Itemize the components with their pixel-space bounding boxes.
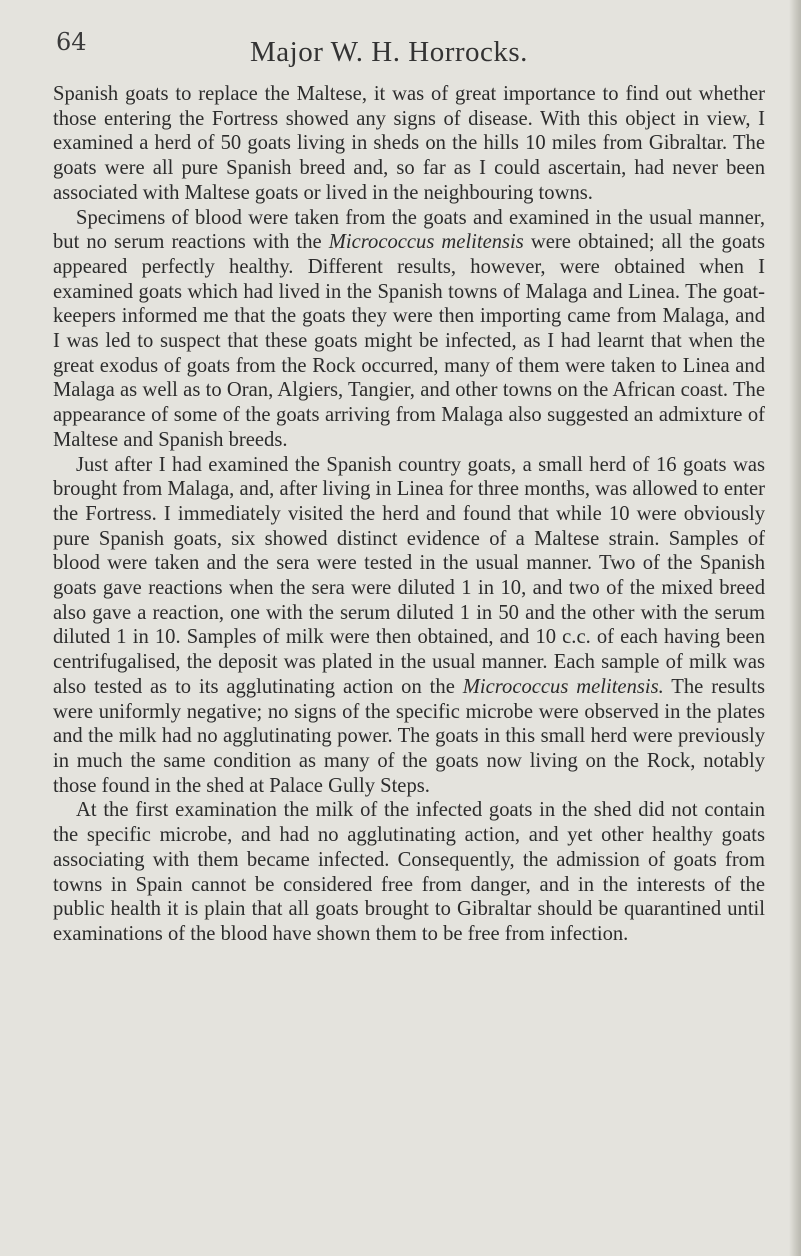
paragraph-4: At the first examination the milk of the infected goats in the shed did not contain the specific microbe, and had no agglutinating action, and yet other healthy goats associating with them became infected. Consequently, the admission of goats from towns in Spain cannot be considered free from danger, and in the interests of the public health it is plain that all goats brought to Gibraltar should be quarantined until examinations of the blood have shown them to be free from infection. <box>53 799 765 945</box>
paragraph-3-italic: Micrococcus melitensis. <box>462 675 664 698</box>
paragraph-1: Spanish goats to replace the Maltese, it was of great importance to find out whether those entering the Fortress showed any signs of disease. With this object in view, I examined a herd of 50 goats living in sheds on the hills 10 miles from Gibraltar. The goats were all pure Spanish breed and, so far as I could ascertain, had never been associated with Maltese goats or lived in the neighbouring towns. <box>53 83 765 204</box>
paragraph-2-italic: Micrococcus melitensis <box>328 231 524 254</box>
paragraph-3-text-b: The results were uniformly negative; no signs of the specific microbe were observed in the plates and the milk had no agglutinating power. The goats in this small herd were previously in much the same condition as many of the goats now living on the Rock, notably those found in the shed at Palace Gully Steps. <box>53 675 765 797</box>
page-header <box>0 28 801 72</box>
page-number: 64 <box>56 28 87 56</box>
body-text <box>53 82 765 947</box>
paragraph-3-text-a: Just after I had examined the Spanish country goats, a small herd of 16 goats was brought from Malaga, and, after living in Linea for three months, was allowed to enter the Fortress. I immediately visited the herd and found that while 10 were obviously pure Spanish goats, six showed distinct evidence of a Maltese strain. Samples of blood were taken and the sera were tested in the usual manner. Two of the Spanish goats gave reactions when the sera were diluted 1 in 10, and two of the mixed breed also gave a reaction, one with the serum diluted 1 in 50 and the other with the serum diluted 1 in 10. Samples of milk were then obtained, and 10 c.c. of each having been centrifugalised, the deposit was plated in the usual manner. Each sample of milk was also tested as to its agglutinating action on the <box>53 453 765 698</box>
running-head: Major W. H. Horrocks. <box>250 36 528 68</box>
page-edge-shadow <box>789 0 801 1256</box>
paragraph-2-text-a: Specimens of blood were taken from the goats and examined in the usual manner, but no serum reactions with the <box>53 206 765 254</box>
paragraph-2-text-b: were obtained; all the goats appeared perfectly healthy. Different results, however, were obtained when I examined goats which had lived in the Spanish towns of Malaga and Linea. The goat-keepers informed me that the goats they were then importing came from Malaga, and I was led to suspect that these goats might be infected, as I had learnt that when the great exodus of goats from the Rock occurred, many of them were taken to Linea and Malaga as well as to Oran, Algiers, Tangier, and other towns on the African coast. The appearance of some of the goats arriving from Malaga also suggested an admixture of Maltese and Spanish breeds. <box>53 231 765 451</box>
paragraph-2 <box>53 206 765 453</box>
paragraph-3 <box>53 453 765 799</box>
